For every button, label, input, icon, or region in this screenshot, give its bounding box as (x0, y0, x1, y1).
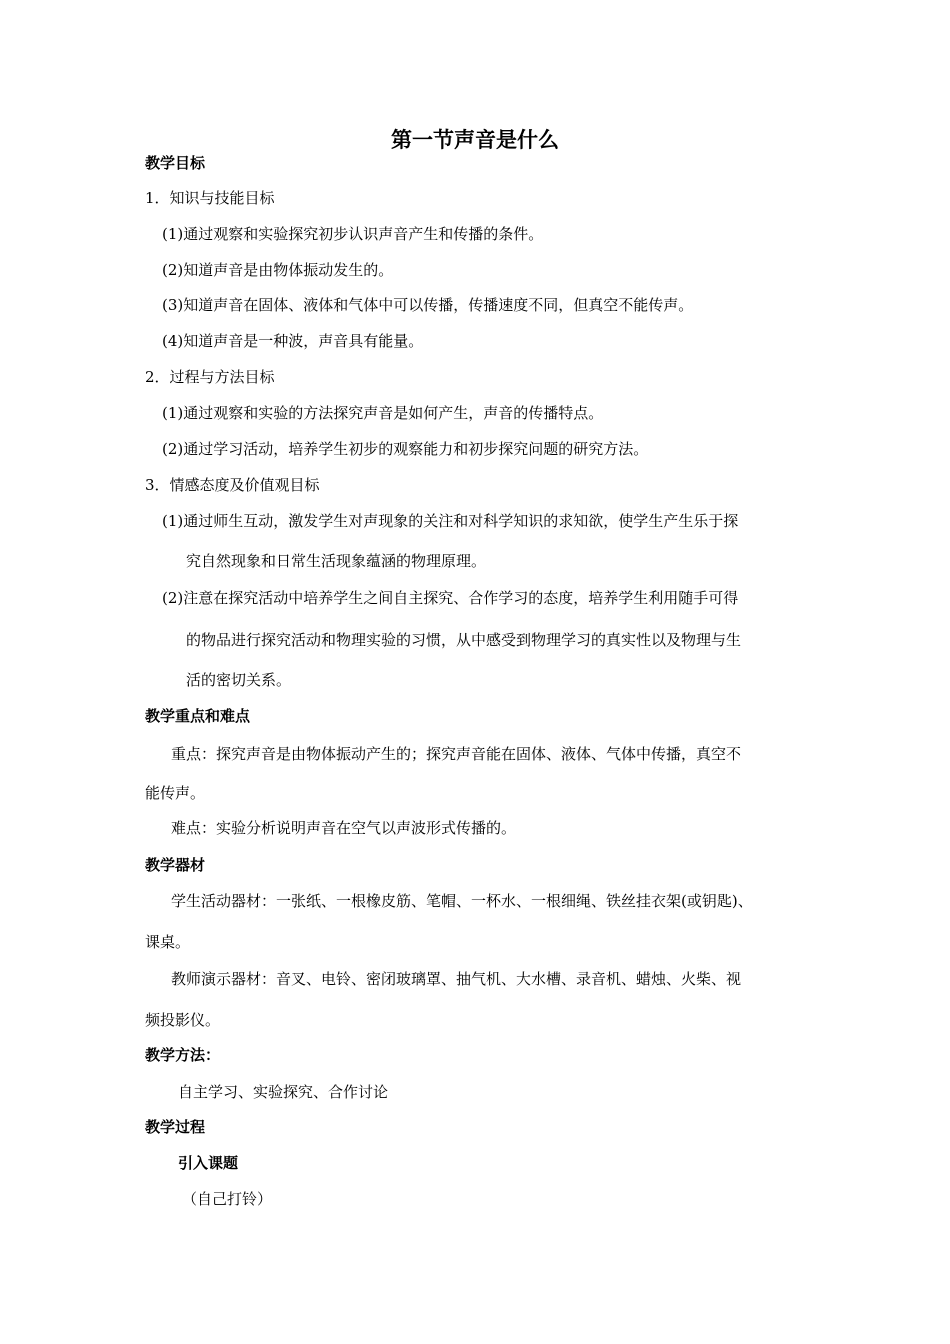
objective-item-continued: 活的密切关系。 (186, 671, 292, 689)
key-point-paragraph-continued: 能传声。 (145, 784, 206, 802)
process-note: （自己打铃） (182, 1190, 273, 1208)
heading-teaching-objectives: 教学目标 (145, 154, 206, 172)
objective-item: (2)知道声音是由物体振动发生的。 (162, 261, 394, 279)
student-equipment-paragraph: 学生活动器材：一张纸、一根橡皮筋、笔帽、一杯水、一根细绳、铁丝挂衣架(或钥匙)、 (171, 892, 753, 910)
objective-knowledge-skills: 1．知识与技能目标 (145, 189, 275, 207)
difficult-point-paragraph: 难点：实验分析说明声音在空气以声波形式传播的。 (171, 819, 517, 837)
objective-item: (1)通过观察和实验的方法探究声音是如何产生，声音的传播特点。 (162, 404, 604, 422)
objective-item-continued: 究自然现象和日常生活现象蕴涵的物理原理。 (186, 552, 487, 570)
objective-item: (1)通过观察和实验探究初步认识声音产生和传播的条件。 (162, 225, 544, 243)
heading-teaching-process: 教学过程 (145, 1118, 206, 1136)
page-title: 第一节声音是什么 (391, 128, 559, 152)
objective-item: (1)通过师生互动，激发学生对声现象的关注和对科学知识的求知欲，使学生产生乐于探 (162, 512, 739, 530)
teacher-equipment-paragraph: 教师演示器材：音叉、电铃、密闭玻璃罩、抽气机、大水槽、录音机、蜡烛、火柴、视 (171, 970, 742, 988)
objective-item: (2)通过学习活动，培养学生初步的观察能力和初步探究问题的研究方法。 (162, 440, 649, 458)
subheading-introduce-topic: 引入课题 (178, 1154, 239, 1172)
student-equipment-paragraph-continued: 课桌。 (145, 933, 191, 951)
objective-item: (4)知道声音是一种波，声音具有能量。 (162, 332, 424, 350)
objective-emotion-values: 3．情感态度及价值观目标 (145, 476, 320, 494)
key-point-paragraph: 重点：探究声音是由物体振动产生的；探究声音能在固体、液体、气体中传播，真空不 (171, 745, 742, 763)
teacher-equipment-paragraph-continued: 频投影仪。 (145, 1011, 221, 1029)
objective-process-methods: 2．过程与方法目标 (145, 368, 275, 386)
heading-teaching-method: 教学方法： (145, 1046, 221, 1064)
teaching-method-text: 自主学习、实验探究、合作讨论 (178, 1083, 389, 1101)
objective-item: (2)注意在探究活动中培养学生之间自主探究、合作学习的态度，培养学生利用随手可得 (162, 589, 739, 607)
heading-equipment: 教学器材 (145, 856, 206, 874)
heading-key-points: 教学重点和难点 (145, 707, 251, 725)
objective-item-continued: 的物品进行探究活动和物理实验的习惯，从中感受到物理学习的真实性以及物理与生 (186, 631, 742, 649)
objective-item: (3)知道声音在固体、液体和气体中可以传播，传播速度不同，但真空不能传声。 (162, 296, 694, 314)
